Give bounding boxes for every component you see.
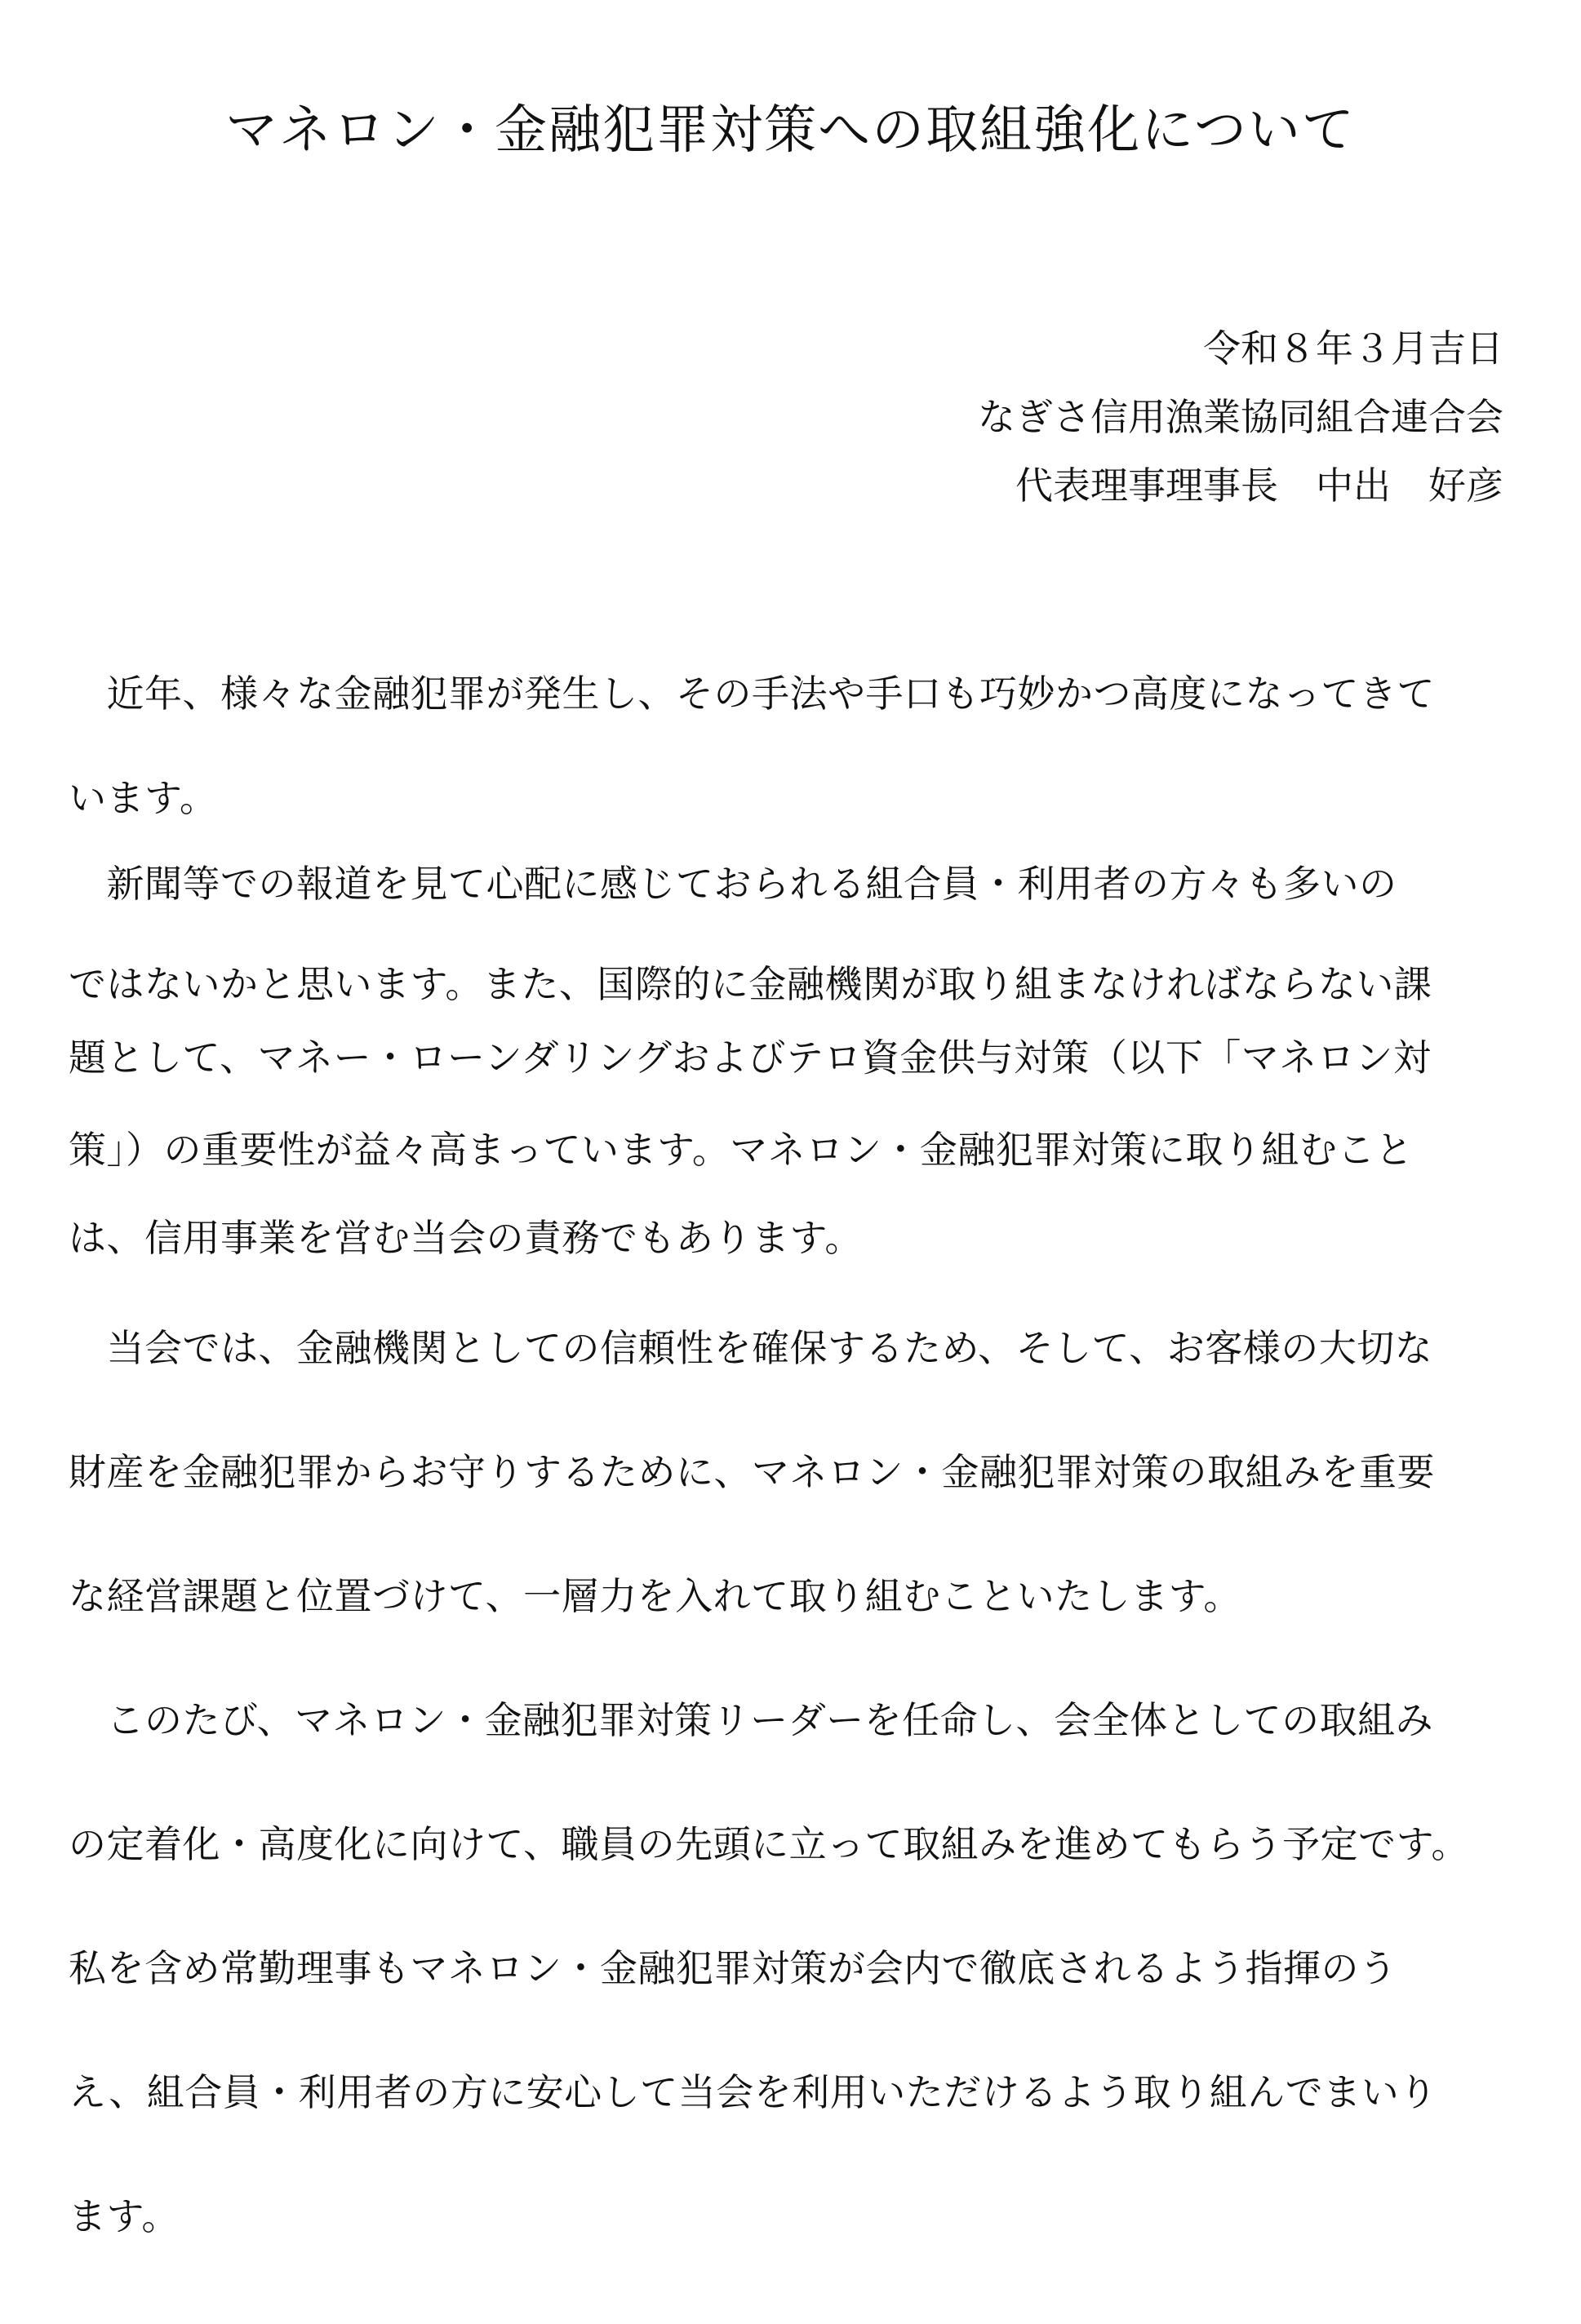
body-line: え、組合員・利用者の方に安心して当会を利用いただけるよう取り組んでまいり xyxy=(69,2070,1437,2114)
body-line: ではないかと思います。また、国際的に金融機関が取り組まなければならない課 xyxy=(69,962,1432,1006)
issue-date: 令和８年３月吉日 xyxy=(1203,326,1503,370)
body-line: このたび、マネロン・金融犯罪対策リーダーを任命し、会全体としての取組み xyxy=(69,1698,1434,1742)
body-line: 財産を金融犯罪からお守りするために、マネロン・金融犯罪対策の取組みを重要 xyxy=(69,1450,1435,1494)
sender-block xyxy=(978,314,1503,520)
organization-name: なぎさ信用漁業協同組合連合会 xyxy=(978,395,1503,439)
body-line: います。 xyxy=(69,776,218,820)
body-line: 当会では、金融機関としての信頼性を確保するため、そして、お客様の大切な xyxy=(69,1326,1433,1370)
body-line: は、信用事業を営む当会の責務でもあります。 xyxy=(69,1216,863,1260)
body-line: な経営課題と位置づけて、一層力を入れて取り組むこといたします。 xyxy=(69,1574,1241,1618)
body-line: 近年、様々な金融犯罪が発生し、その手法や手口も巧妙かつ高度になってきて xyxy=(69,672,1435,716)
body-line: の定着化・高度化に向けて、職員の先頭に立って取組みを進めてもらう予定です。 xyxy=(69,1822,1469,1866)
body-line: 新聞等での報道を見て心配に感じておられる組合員・利用者の方々も多いの xyxy=(69,862,1397,906)
body-line: 策」）の重要性が益々高まっています。マネロン・金融犯罪対策に取り組むこと xyxy=(69,1128,1414,1172)
body-line: ます。 xyxy=(69,2194,180,2238)
body-line: 題として、マネー・ローンダリングおよびテロ資金供与対策（以下「マネロン対 xyxy=(69,1036,1432,1080)
body-line: 私を含め常勤理事もマネロン・金融犯罪対策が会内で徹底されるよう指揮のう xyxy=(69,1946,1397,1990)
document-title: マネロン・金融犯罪対策への取組強化について xyxy=(225,100,1356,161)
representative-name: 代表理事理事長 中出 好彦 xyxy=(1015,463,1503,508)
